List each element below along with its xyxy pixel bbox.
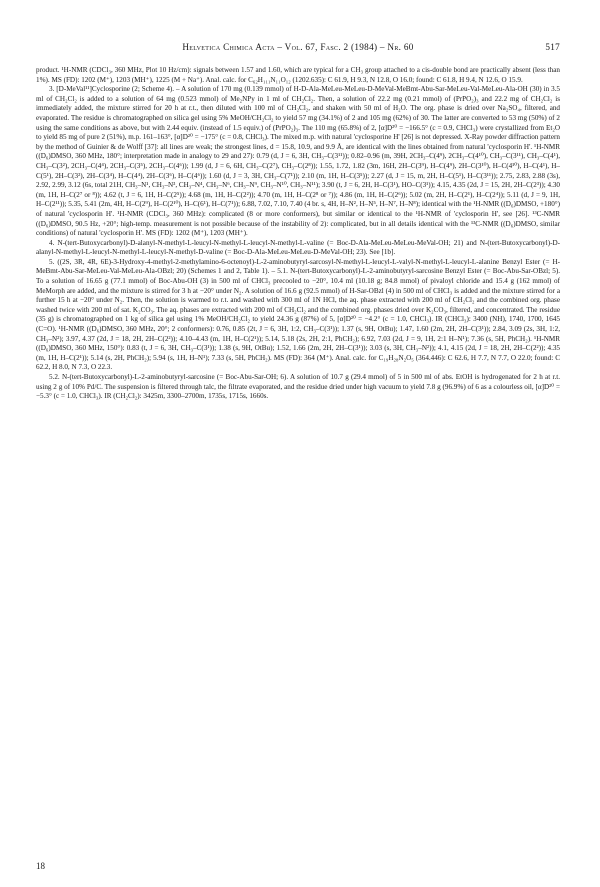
paragraph-product-data: product. ¹H-NMR (CDCl₃, 360 MHz, Plot 10 Hz/cm): signals between 1.57 and 1.60, which are typical for a CH₃ group attached to a cis-double bond are practically absent (less than 1%). MS (FD): 1202 (M⁺), 1203 (MH⁺), 1225 (M + Na⁺). Anal. calc. for C₆₂H₁₁₁N₁₁O₁₂ (1202.635): C 61.9, H 9.3, N 12.8, O 16.0; found: C 61.8, H 9.4, N 12.6, O 15.9.	[36, 66, 560, 84]
paragraph-boc-abu-sar: 5.2. N-(tert-Butoxycarbonyl)-L-2-aminobutyryl-sarcosine (= Boc-Abu-Sar-OH; 6). A solution of 10.7 g (29.4 mmol) of 5 in 500 ml of abs. EtOH is hydrogenated for 2 h at r.t. using 2 g of 10% Pd/C. The suspension is filtered through talc, the filtrate evaporated, and the residue dried under high vacuum to yield 7.8 g (96.9%) of 6 as a colourless oil, [α]D²⁰ = −5.3° (c = 1.0, CHCl₃). IR (CH₂Cl₂): 3425m, 3300–2700m, 1735s, 1715s, 1660s.	[36, 373, 560, 401]
paragraph-cyclosporine: 3. [D-MeVal¹¹]Cyclosporine (2; Scheme 4). – A solution of 170 mg (0.139 mmol) of H-D-Ala-MeLeu-MeLeu-D-MeVal-MeBmt-Abu-Sar-MeLeu-Val-MeLeu-Ala-OH (30) in 3.5 ml of CH₂Cl₂ is added to a solution of 64 mg (0.523 mmol) of Me₂NPy in 1 ml of CH₂Cl₂. Then, a solution of 22.2 mg (0.21 mmol) of (PrPO₂)₃ and 22.2 mg of CH₂Cl₂ is immediately added, the mixture stirred for 20 h at r.t., then diluted with 100 ml of CH₂Cl₂, and shaken with 50 ml of H₂O. The org. phase is dried over Na₂SO₄, filtered, and evaporated. The residue is chromatographed on silica gel using 5% MeOH/CH₂Cl₂ to yield 57 mg (34.1%) of 2 and 105 mg (62%) of 30. The latter are converted to 53 mg (50%) of 2 using the same conditions as above, but with 2.44 equiv. (instead of 1.5 equiv.) of (PrPO₂)₃. The 110 mg (65.8%) of 2, [α]D²⁰ = −166.5° (c = 0.9, CHCl₃) were crystallized from Et₂O to yield 85 mg of pure 2 (51%), m.p. 161–163°, [α]D²⁰ = −175° (c = 0.8, CHCl₃). The mixed m.p. with natural 'cyclosporine H' [26] is not depressed. X-Ray powder diffraction pattern by the method of Guinier & de Wolff [37]: all lines are weak; the strongest lines, d = 15.8, 10.9, and 9.9 Å, are identical with the lines obtained from natural 'cyclosporin H'. ¹H-NMR ((D₆)DMSO, 360 MHz, 180°; interpretation made in analogy to 29 and 27): 0.79 (d, J = 6, 3H, CH₃–C(3¹¹)); 0.82–0.96 (m, 39H, 2CH₃–C(4⁹), 2CH₃–C(4¹⁰), CH₃–C(3¹¹), CH₃–C(4¹), CH₃–C(3²), 2CH₃–C(4⁴), 2CH₃–C(3⁵), 2CH₃–C(4⁶)); 1.99 (d, J = 6, 6H, CH₃–C(2⁷), CH₃–C(2⁸)); 1.55, 1.72, 1.82 (3m, 16H, 2H–C(3⁹), H–C(4⁹), 2H–C(3¹⁰), H–C(4¹⁰), H–C(4¹), H–C(5¹), 2H–C(3²), 2H–C(3⁴), H–C(4⁴), 2H–C(3⁶), H–C(4⁶)); 1.60 (d, J = 3, 3H, CH₃–C(7¹)); 2.10 (m, 1H, H–C(3⁵)); 2.27 (d, J = 15, m, 2H, H–C(5¹), H–C(3¹¹)); 2.75, 2.83, 2.88 (3s), 2.92, 2.99, 3.12 (6s, total 21H, CH₃–N¹, CH₃–N³, CH₃–N⁴, CH₃–N⁶, CH₃–N⁹, CH₃–N¹⁰, CH₃–N¹¹); 3.90 (t, J = 6, 2H, H–C(3¹), HO–C(3¹)); 4.15, 4.35 (2d, J = 15, 2H, 2H–C(2³)); 4.30 (m, 1H, H–C(2⁷ or ⁸)); 4.62 (t, J = 6, 1H, H–C(2⁵)); 4.68 (m, 1H, H–C(2²)); 4.70 (m, 1H, H–C(2⁸ or ⁷)); 4.86 (m, 1H, H–C(2⁶)); 5.02 (m, 2H, H–C(2¹), H–C(2⁴)); 5.11 (d, J = 9, 1H, H–C(2¹¹)); 5.35, 5.41 (2m, 4H, H–C(2⁹), H–C(2¹⁰), H–C(6¹), H–C(7¹)); 6.88, 7.02, 7.10, 7.40 (4 br. s, 4H, H–N², H–N⁵, H–N⁷, H–N⁸); identical with the ¹H-NMR ((D₆)DMSO, +180°) of natural 'cyclosporin H'. ¹H-NMR (CDCl₃, 360 MHz): complicated (8 or more conformers), but similar or identical to the ¹H-NMR of 'cyclosporin H', see [26]. ¹³C-NMR ((D₆)DMSO, 90.5 Hz, +20°; high-temp. measurement is not possible because of the instability of 2): complicated, but in all details identical with the ¹³C-NMR ((D₆)DMSO, similar conditions) of natural 'cyclosporin H'. MS (FD): 1202 (M⁺), 1203 (MH⁺).	[36, 85, 560, 238]
running-title: Helvetica Chimica Acta – Vol. 67, Fasc. 2 (1984) – Nr. 60	[182, 42, 414, 52]
signature-mark: 18	[36, 861, 45, 871]
page-number: 517	[545, 42, 560, 52]
paragraph-benzyl-ester: 5. ((2S, 3R, 4R, 6E)-3-Hydroxy-4-methyl-2-methylamino-6-octenoyl)-L-2-aminobutyryl-sarcosyl-N-methyl-L-leucyl-L-valyl-N-methyl-L-leucyl-L-alanine Benzyl Ester (= H-MeBmt-Abu-Sar-MeLeu-Val-MeLeu-Ala-OBzl; 20) (Schemes 1 and 2, Table 1). – 5.1. N-(tert-Butoxycarbonyl)-L-2-aminobutyryl-sarcosine Benzyl Ester (= Boc-Abu-Sar-OBzl; 5). To a solution of 16.65 g (77.1 mmol) of Boc-Abu-OH (3) in 500 ml of CHCl₃ precooled to −20°, 10.4 ml (10.18 g; 84.8 mmol) of pivaloyl chloride and 15.4 g (162 mmol) of MeMorph are added, and the mixture is stirred for 3 h at −20° under N₂. A solution of 16.6 g (92.5 mmol) of H-Sar-OBzl (4) in 500 ml of CHCl₃ is added and the mixture stirred for a further 15 h at −20° under N₂. Then, the solution is warmed to r.t. and washed with 300 ml of 1N HCl, the aq. phase extracted with 200 ml of CH₂Cl₂ and the combined org. phase washed twice with 200 ml of sat. K₂CO₃. The aq. phases are extracted with 200 ml of CH₂Cl₂ and the combined org. phases dried over K₂CO₃, filtered, and concentrated. The residue (35 g) is chromatographed on 1 kg of silica gel using 1% MeOH/CH₂Cl₂ to yield 24.36 g (87%) of 5, [α]D²⁰ = −4.2° (c = 1.0, CHCl₃). IR (CHCl₃): 3400 (NH), 1740, 1700, 1645 (C=O). ¹H-NMR ((D₆)DMSO, 360 MHz, 20°; 2 conformers): 0.76, 0.85 (2t, J = 6, 3H, 1:2, CH₃–C(3¹)); 1.37 (s, 9H, OtBu); 1.47, 1.60 (2m, 2H, 2H–C(3¹)); 2.84, 3.09 (2s, 3H, 1:2, CH₃–N²); 3.97, 4.37 (2d, J = 18, 2H, 2H–C(2²)); 4.10–4.43 (m, 1H, H–C(2¹)); 5.14, 5.18 (2s, 2H, 2:1, PhCH₂); 6.92, 7.03 (2d, J = 9, 1H, 2:1 H–N¹); 7.36 (s, 5H, PhCH₂). ¹H-NMR ((D₆)DMSO, 360 MHz, 150°): 0.83 (t, J = 6, 3H, CH₃–C(3¹)); 1.38 (s, 9H, OtBu); 1.52, 1.66 (2m, 2H, 2H–C(3¹)); 3.03 (s, 3H, CH₃–N²)); 4.1, 4.15 (2d, J = 18, 2H, 2H–C(2²)); 4.35 (m, 1H, H–C(2¹)); 5.14 (s, 2H, PhCH₂); 5.94 (s, 1H, H–N¹); 7.33 (s, 5H, PhCH₂). MS (FD): 364 (M⁺). Anal. calc. for C₁₉H₂₈N₂O₅ (364.446): C 62.6, H 7.7, N 7.7, O 22.0; found: C 62.2, H 8.0, N 7.3, O 22.3.	[36, 257, 560, 372]
paragraph-boc-peptides: 4. N-(tert-Butoxycarbonyl)-D-alanyl-N-methyl-L-leucyl-N-methyl-L-leucyl-N-methyl-L-valine (= Boc-D-Ala-MeLeu-MeLeu-MeVal-OH; 21) and N-(tert-Butoxycarbonyl)-D-alanyl-N-methyl-L-leucyl-N-methyl-L-leucyl-N-methyl-D-valine (= Boc-D-Ala-MeLeu-MeLeu-D-MeVal-OH; 23). See [1b].	[36, 238, 560, 257]
article-body	[36, 66, 560, 856]
running-header	[36, 42, 560, 56]
